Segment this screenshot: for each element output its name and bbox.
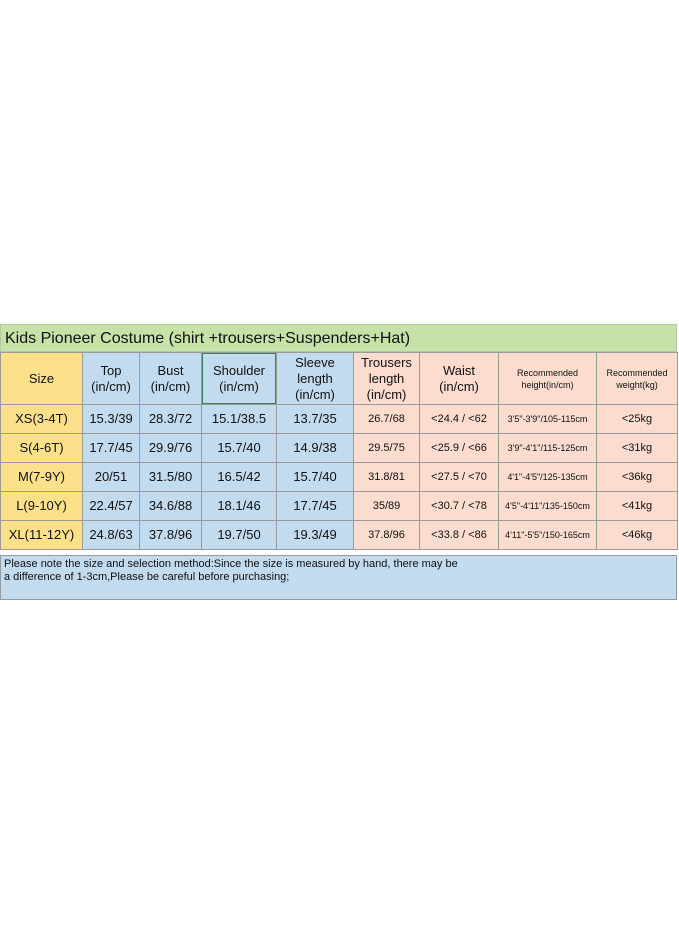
cell-size: M(7-9Y): [1, 463, 83, 492]
header-top: Top (in/cm): [83, 353, 140, 405]
cell-trousers-length: 31.8/81: [354, 463, 420, 492]
cell-top: 24.8/63: [83, 521, 140, 550]
cell-recommended-height: 3'5"-3'9"/105-115cm: [499, 405, 597, 434]
cell-bust: 28.3/72: [140, 405, 202, 434]
cell-waist: <27.5 / <70: [420, 463, 499, 492]
cell-recommended-height: 4'11"-5'5"/150-165cm: [499, 521, 597, 550]
cell-recommended-height: 3'9"-4'1"/115-125cm: [499, 434, 597, 463]
cell-trousers-length: 26.7/68: [354, 405, 420, 434]
cell-recommended-weight: <25kg: [597, 405, 678, 434]
header-row: [1, 353, 678, 405]
header-waist: Waist (in/cm): [420, 353, 499, 405]
cell-waist: <24.4 / <62: [420, 405, 499, 434]
measurement-note: [0, 555, 677, 600]
table-row: [1, 405, 678, 434]
cell-sleeve-length: 17.7/45: [277, 492, 354, 521]
cell-sleeve-length: 14.9/38: [277, 434, 354, 463]
cell-recommended-weight: <31kg: [597, 434, 678, 463]
note-line-1: Please note the size and selection method:Since the size is measured by hand, there may be: [4, 558, 458, 570]
size-chart: [0, 324, 679, 601]
size-table: [0, 352, 678, 550]
table-row: [1, 434, 678, 463]
cell-sleeve-length: 13.7/35: [277, 405, 354, 434]
header-recommended-weight: Recommended weight(kg): [597, 353, 678, 405]
cell-waist: <33.8 / <86: [420, 521, 499, 550]
note-line-2: a difference of 1-3cm,Please be careful before purchasing;: [4, 571, 290, 583]
cell-recommended-weight: <41kg: [597, 492, 678, 521]
cell-top: 22.4/57: [83, 492, 140, 521]
cell-sleeve-length: 19.3/49: [277, 521, 354, 550]
chart-title: Kids Pioneer Costume (shirt +trousers+Suspenders+Hat): [0, 324, 677, 352]
cell-recommended-weight: <36kg: [597, 463, 678, 492]
cell-recommended-height: 4'5"-4'11"/135-150cm: [499, 492, 597, 521]
cell-waist: <30.7 / <78: [420, 492, 499, 521]
cell-trousers-length: 37.8/96: [354, 521, 420, 550]
cell-shoulder: 18.1/46: [202, 492, 277, 521]
cell-recommended-height: 4'1"-4'5"/125-135cm: [499, 463, 597, 492]
cell-sleeve-length: 15.7/40: [277, 463, 354, 492]
header-sleeve-length: Sleeve length (in/cm): [277, 353, 354, 405]
cell-top: 15.3/39: [83, 405, 140, 434]
cell-bust: 37.8/96: [140, 521, 202, 550]
cell-size: XL(11-12Y): [1, 521, 83, 550]
cell-bust: 29.9/76: [140, 434, 202, 463]
cell-size: XS(3-4T): [1, 405, 83, 434]
table-row: [1, 463, 678, 492]
cell-size: S(4-6T): [1, 434, 83, 463]
cell-bust: 31.5/80: [140, 463, 202, 492]
cell-waist: <25.9 / <66: [420, 434, 499, 463]
table-row: [1, 521, 678, 550]
header-recommended-height: Recommended height(in/cm): [499, 353, 597, 405]
header-size: Size: [1, 353, 83, 405]
cell-top: 17.7/45: [83, 434, 140, 463]
cell-recommended-weight: <46kg: [597, 521, 678, 550]
cell-trousers-length: 29.5/75: [354, 434, 420, 463]
header-shoulder: Shoulder (in/cm): [202, 353, 277, 405]
table-row: [1, 492, 678, 521]
cell-size: L(9-10Y): [1, 492, 83, 521]
header-trousers-length: Trousers length (in/cm): [354, 353, 420, 405]
cell-trousers-length: 35/89: [354, 492, 420, 521]
cell-bust: 34.6/88: [140, 492, 202, 521]
header-bust: Bust (in/cm): [140, 353, 202, 405]
cell-shoulder: 19.7/50: [202, 521, 277, 550]
cell-shoulder: 15.1/38.5: [202, 405, 277, 434]
cell-top: 20/51: [83, 463, 140, 492]
cell-shoulder: 15.7/40: [202, 434, 277, 463]
cell-shoulder: 16.5/42: [202, 463, 277, 492]
